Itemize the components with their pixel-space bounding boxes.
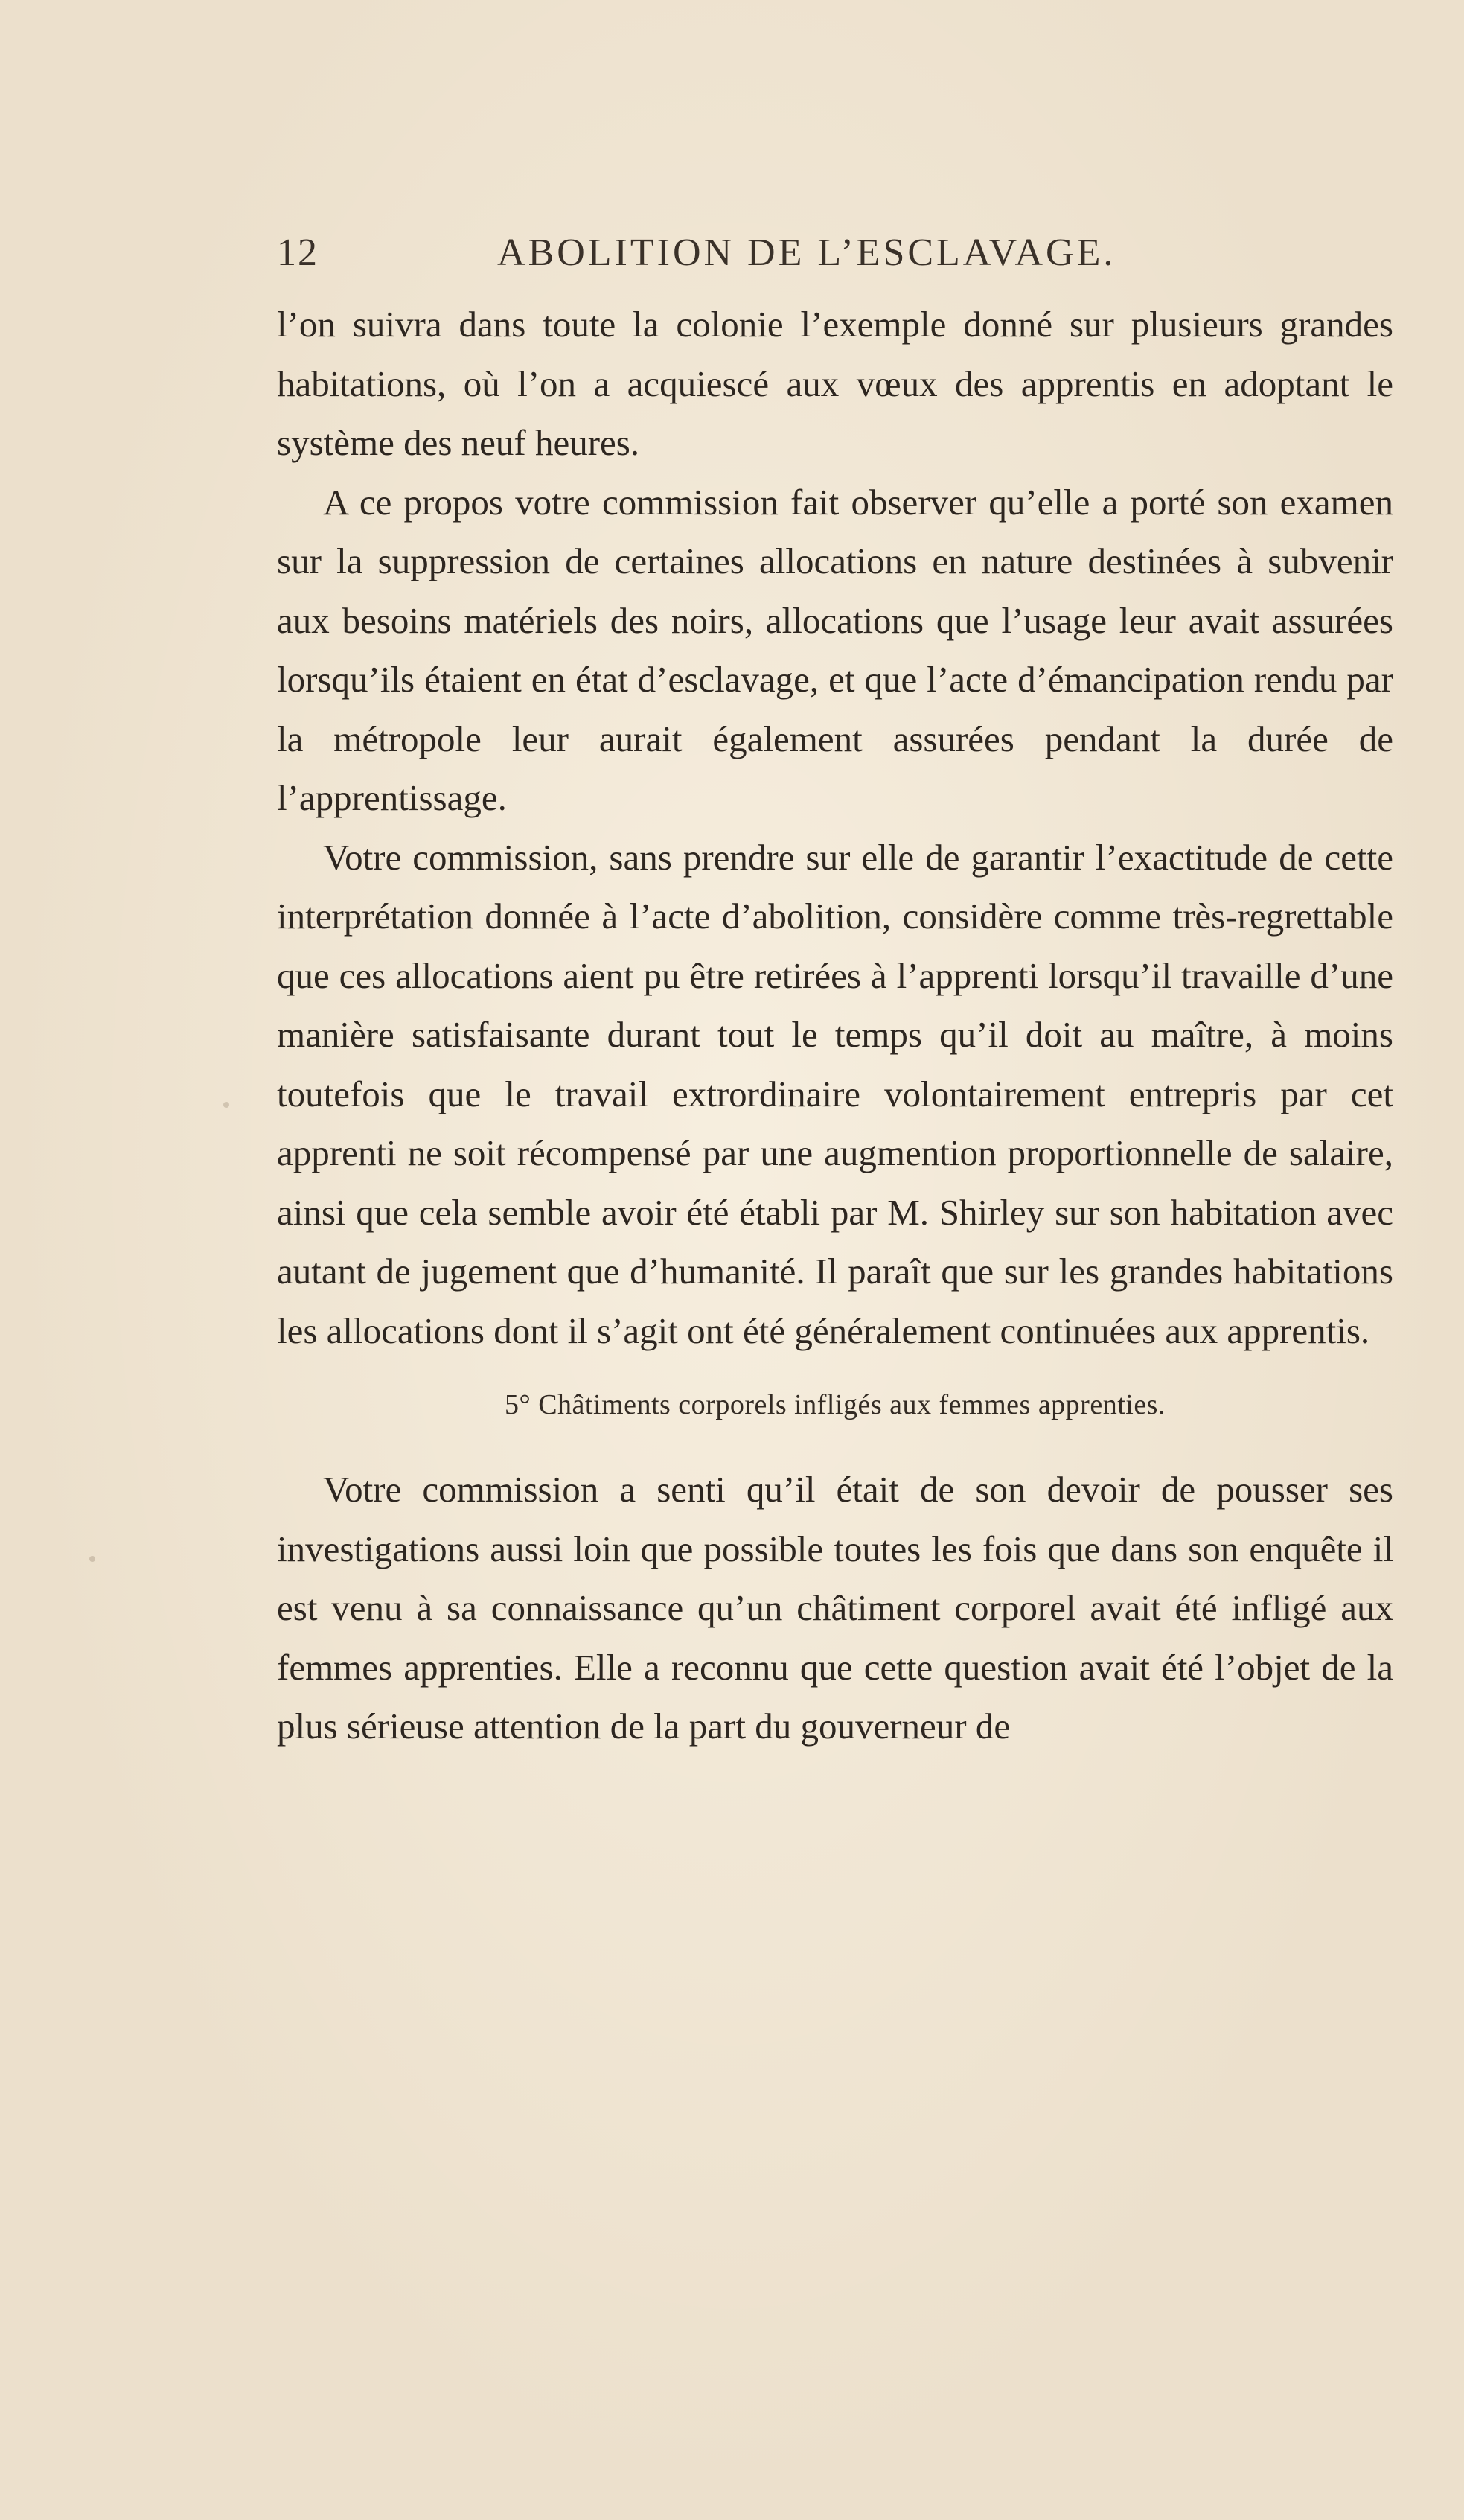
text-block xyxy=(277,225,1393,1756)
section-paragraph: Votre commission a senti qu’il était de son devoir de pousser ses investigations aussi loin que possible toutes les fois que dans son enquête il est venu à sa connaissance qu’un châtiment corporel avait été infligé aux femmes apprenties. Elle a reconnu que cette question avait été l’objet de la plus sérieuse attention de la part du gouverneur de xyxy=(277,1469,1393,1747)
section-text xyxy=(277,1460,1393,1756)
paper-blemish xyxy=(223,1102,229,1108)
running-head xyxy=(277,225,1393,284)
paragraph: A ce propos votre commission fait observer qu’elle a porté son examen sur la suppression de certaines allocations en nature destinées à subvenir aux besoins matériels des noirs, allocations que l’usage leur avait assurées lorsqu’ils étaient en état d’esclavage, et que l’acte d’émancipation rendu par la métropole leur aurait également assurées pendant la durée de l’apprentissage. xyxy=(277,481,1393,818)
paper-blemish xyxy=(89,1556,95,1562)
page-number: 12 xyxy=(277,232,319,274)
body-text xyxy=(277,295,1393,1360)
section-heading: 5° Châtiments corporels infligés aux femmes apprenties. xyxy=(505,1389,1166,1420)
running-title: ABOLITION DE L’ESCLAVAGE. xyxy=(497,232,1116,274)
paragraph-continued: l’on suivra dans toute la colonie l’exemple donné sur plusieurs grandes habitations, où l’on a acquiescé aux vœux des apprentis en adoptant le système des neuf heures. xyxy=(277,304,1393,463)
paragraph: Votre commission, sans prendre sur elle de garantir l’exactitude de cette interprétation donnée à l’acte d’abolition, considère comme très-regrettable que ces allocations aient pu être retirées à l’apprenti lorsqu’il travaille d’une manière satisfaisante durant tout le temps qu’il doit au maître, à moins toutefois que le travail extrordinaire volontairement entrepris par cet apprenti ne soit récompensé par une augmention proportionnelle de salaire, ainsi que cela semble avoir été établi par M. Shirley sur son habitation avec autant de jugement que d’humanité. Il paraît que sur les grandes habitations les allocations dont il s’agit ont été généralement continuées aux apprentis. xyxy=(277,836,1393,1351)
